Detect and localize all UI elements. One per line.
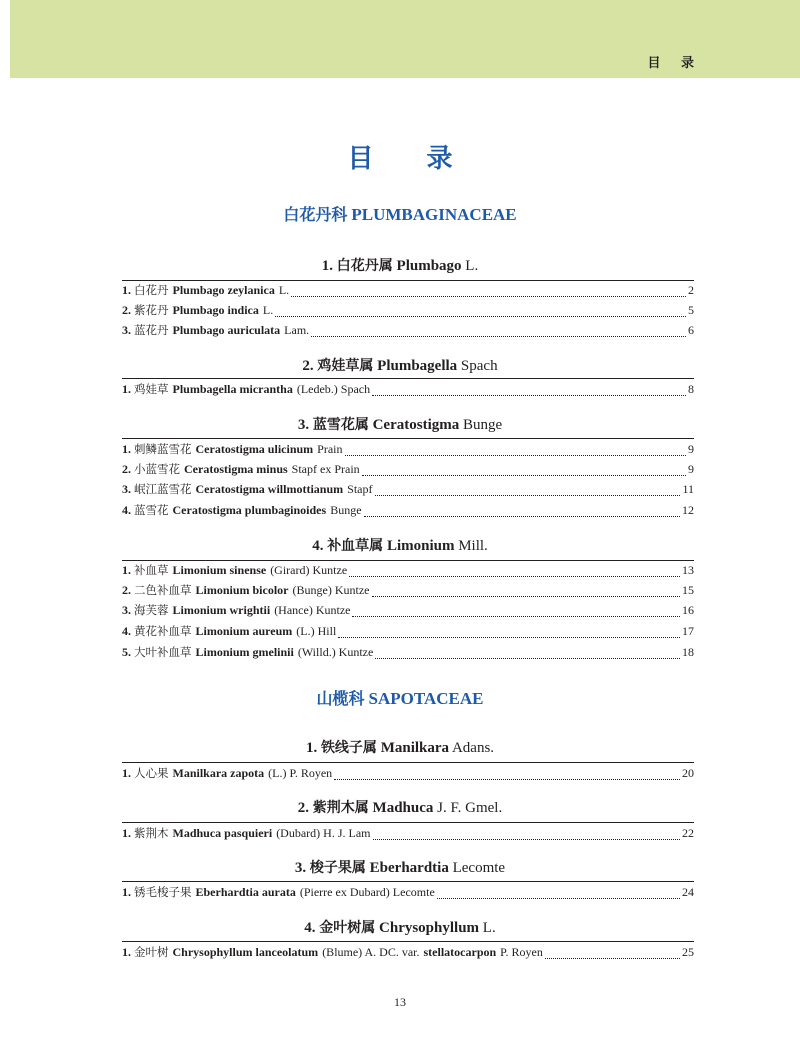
entry-chinese-name: 补血草 [134,563,169,577]
entry-page-number: 17 [682,624,694,638]
dot-leader [364,515,680,517]
genus-latin-name: Chrysophyllum [379,920,480,936]
dot-leader [352,615,680,617]
dot-leader [373,838,681,840]
dot-leader [291,295,686,297]
entry-number: 4. [122,624,131,638]
toc-entry[interactable] [122,582,694,602]
entry-page-number: 9 [688,442,694,456]
genus-latin-name: Plumbago [396,258,462,274]
entry-chinese-name: 岷江蓝雪花 [134,482,192,496]
genus-divider [122,941,694,942]
toc-entry[interactable] [122,322,694,342]
entry-latin-name: Ceratostigma ulicinum [195,442,314,456]
entry-page-number: 25 [682,945,694,959]
entry-variety-name: stellatocarpon [423,945,497,959]
entry-page-number: 8 [688,382,694,396]
genus-number: 3. [297,417,310,433]
entry-author: (Hance) Kuntze [274,603,351,617]
genus-number: 1. [305,740,318,756]
entry-chinese-name: 白花丹 [134,283,169,297]
genus-chinese-name: 铁线子属 [320,740,377,756]
genus-author: Bunge [462,417,503,433]
entry-page-number: 15 [682,583,694,597]
entry-page-number: 18 [682,645,694,659]
toc-entry[interactable] [122,461,694,481]
genus-chinese-name: 鸡娃草属 [317,358,374,374]
entry-author: (Girard) Kuntze [270,563,348,577]
entry-number: 1. [122,945,131,959]
family-chinese-name: 山榄科 [316,689,365,708]
entry-chinese-name: 小蓝雪花 [134,462,180,476]
entry-page-number: 6 [688,323,694,337]
entry-number: 3. [122,482,131,496]
genus-number: 4. [312,538,324,554]
entry-latin-name: Ceratostigma willmottianum [195,482,344,496]
genus-divider [122,378,694,379]
family-heading [0,202,800,225]
entry-chinese-name: 鸡娃草 [134,382,169,396]
genus-author: Adans. [451,740,495,756]
genus-author: L. [465,258,479,274]
genus-number: 4. [304,920,316,936]
genus-divider [122,762,694,763]
entry-chinese-name: 二色补血草 [134,583,192,597]
entry-number: 1. [122,442,131,456]
entry-variety-author: P. Royen [500,945,543,959]
entry-author: (L.) Hill [296,624,337,638]
toc-entry[interactable] [122,502,694,522]
genus-latin-name: Plumbagella [377,358,458,374]
header-section-label: 目 录 [647,56,702,71]
entry-page-number: 20 [682,766,694,780]
entry-author: Stapf [347,482,373,496]
entry-chinese-name: 紫花丹 [134,303,169,317]
toc-entry[interactable] [122,644,694,664]
entry-latin-name: Ceratostigma plumbaginoides [172,503,327,517]
genus-heading [0,797,800,817]
toc-entry[interactable] [122,944,694,964]
dot-leader [372,595,681,597]
entry-chinese-name: 金叶树 [134,945,169,959]
entry-latin-name: Limonium gmelinii [195,645,294,659]
entry-number: 2. [122,462,131,476]
entry-latin-name: Chrysophyllum lanceolatum [172,945,319,959]
genus-chinese-name: 白花丹属 [336,258,393,274]
genus-number: 2. [297,800,310,816]
toc-entry[interactable] [122,562,694,582]
entry-page-number: 2 [688,283,694,297]
entry-latin-name: Madhuca pasquieri [172,826,273,840]
entry-latin-name: Ceratostigma minus [184,462,288,476]
entry-chinese-name: 蓝雪花 [134,503,169,517]
genus-divider [122,881,694,882]
dot-leader [545,957,680,959]
entry-latin-name: Limonium bicolor [195,583,289,597]
genus-latin-name: Eberhardtia [369,860,449,876]
entry-number: 1. [122,885,131,899]
genus-heading [0,535,800,555]
entry-latin-name: Limonium wrightii [172,603,271,617]
entry-page-number: 24 [682,885,694,899]
entry-latin-name: Limonium sinense [172,563,267,577]
dot-leader [334,778,680,780]
entry-chinese-name: 大叶补血草 [134,645,192,659]
page-title: 目 录 [347,144,475,174]
entry-author: (Ledeb.) Spach [296,382,371,396]
entry-author: (Bunge) Kuntze [292,583,370,597]
family-latin-name: PLUMBAGINACEAE [351,205,517,224]
dot-leader [362,474,686,476]
entry-author: Stapf ex Prain [291,462,360,476]
entry-chinese-name: 刺鳞蓝雪花 [134,442,192,456]
genus-author: Spach [460,358,498,374]
dot-leader [338,636,680,638]
genus-author: L. [482,920,496,936]
entry-page-number: 5 [688,303,694,317]
toc-entry[interactable] [122,302,694,322]
toc-entry[interactable] [122,441,694,461]
toc-entry[interactable] [122,884,694,904]
entry-author: (Dubard) H. J. Lam [276,826,371,840]
entry-page-number: 12 [682,503,694,517]
entry-author: L. [278,283,290,297]
entry-number: 5. [122,645,131,659]
entry-chinese-name: 蓝花丹 [134,323,169,337]
genus-number: 2. [302,358,314,374]
entry-author: (L.) P. Royen [268,766,333,780]
toc-entry[interactable] [122,602,694,622]
entry-latin-name: Plumbago auriculata [172,323,281,337]
genus-number: 1. [321,258,334,274]
entry-author: Bunge [330,503,362,517]
genus-heading [0,255,800,275]
genus-chinese-name: 梭子果属 [309,860,366,876]
entry-author: (Blume) A. DC. var. [322,945,420,959]
entry-chinese-name: 海芙蓉 [134,603,169,617]
entry-number: 1. [122,766,131,780]
entry-latin-name: Plumbago indica [172,303,259,317]
entry-page-number: 22 [682,826,694,840]
dot-leader [349,575,680,577]
genus-author: Lecomte [452,860,506,876]
entry-latin-name: Plumbagella micrantha [172,382,293,396]
dot-leader [275,315,686,317]
genus-chinese-name: 补血草属 [327,538,384,554]
dot-leader [437,897,680,899]
genus-latin-name: Madhuca [372,800,434,816]
genus-heading [0,355,800,375]
page-number: 13 [394,995,406,1009]
entry-latin-name: Plumbago zeylanica [172,283,275,297]
family-latin-name: SAPOTACEAE [368,689,484,708]
entry-number: 1. [122,563,131,577]
entry-author: L. [262,303,274,317]
toc-entry[interactable] [122,481,694,501]
entry-number: 1. [122,283,131,297]
family-chinese-name: 白花丹科 [283,205,348,224]
entry-number: 1. [122,826,131,840]
entry-number: 2. [122,583,131,597]
dot-leader [375,494,681,496]
entry-chinese-name: 黄花补血草 [134,624,192,638]
genus-divider [122,822,694,823]
genus-latin-name: Manilkara [380,740,450,756]
genus-latin-name: Limonium [386,538,455,554]
entry-page-number: 13 [682,563,694,577]
genus-number: 3. [294,860,307,876]
entry-chinese-name: 锈毛梭子果 [134,885,192,899]
entry-number: 4. [122,503,131,517]
toc-entry[interactable] [122,825,694,845]
entry-latin-name: Eberhardtia aurata [195,885,296,899]
genus-latin-name: Ceratostigma [372,417,460,433]
toc-entry[interactable] [122,282,694,302]
entry-number: 2. [122,303,131,317]
dot-leader [345,454,687,456]
genus-heading [0,917,800,937]
entry-author: (Willd.) Kuntze [297,645,374,659]
toc-entry[interactable] [122,623,694,643]
entry-number: 1. [122,382,131,396]
entry-page-number: 9 [688,462,694,476]
genus-divider [122,280,694,281]
genus-divider [122,560,694,561]
entry-page-number: 16 [682,603,694,617]
entry-author: (Pierre ex Dubard) Lecomte [299,885,435,899]
entry-latin-name: Limonium aureum [195,624,293,638]
genus-chinese-name: 紫荆木属 [312,800,369,816]
genus-author: Mill. [458,538,488,554]
genus-divider [122,438,694,439]
genus-author: J. F. Gmel. [437,800,503,816]
entry-chinese-name: 紫荆木 [134,826,169,840]
genus-chinese-name: 蓝雪花属 [312,417,369,433]
entry-number: 3. [122,323,131,337]
dot-leader [372,394,686,396]
entry-number: 3. [122,603,131,617]
genus-chinese-name: 金叶树属 [319,920,376,936]
dot-leader [375,657,680,659]
toc-entry[interactable] [122,765,694,785]
genus-heading [0,737,800,757]
genus-heading [0,857,800,877]
entry-author: Prain [317,442,343,456]
family-heading [0,686,800,709]
dot-leader [311,335,686,337]
toc-entry[interactable] [122,381,694,401]
entry-author: Lam. [284,323,310,337]
genus-heading [0,414,800,434]
entry-page-number: 11 [682,482,694,496]
entry-latin-name: Manilkara zapota [172,766,265,780]
entry-chinese-name: 人心果 [134,766,169,780]
